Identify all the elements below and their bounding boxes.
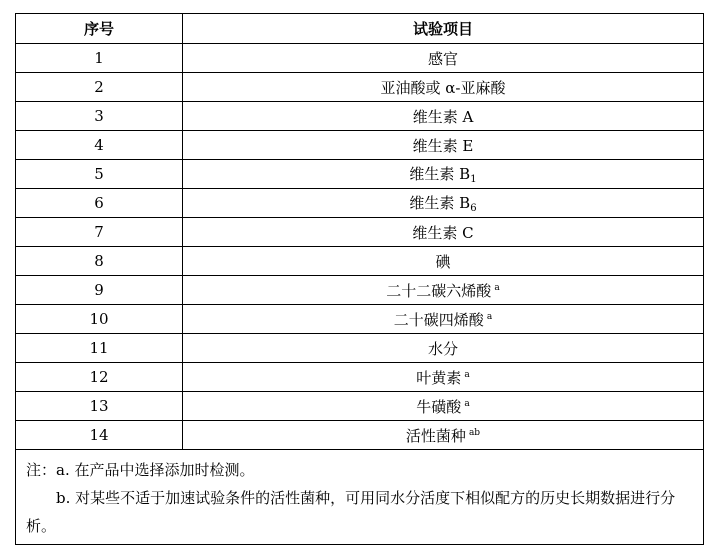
row-serial-number: 3 [16,102,183,131]
test-item-name: 维生素 E [412,136,474,155]
row-serial-number: 9 [16,276,183,305]
row-serial-number: 11 [16,334,183,363]
footnote-marker: a [486,311,493,322]
header-test-item: 试验项目 [183,14,704,44]
row-serial-number: 10 [16,305,183,334]
row-serial-number: 6 [16,189,183,218]
footnote-marker: a [494,282,500,293]
row-test-item [183,131,704,160]
table-row [16,131,704,160]
row-test-item [183,102,704,131]
row-test-item [183,363,704,392]
footnote-marker: a [464,369,470,380]
table-row [16,247,704,276]
test-item-name: 活性菌种 [405,426,466,445]
table-row [16,102,704,131]
row-serial-number: 13 [16,392,183,421]
subscript: 6 [470,203,477,214]
table-row [16,305,704,334]
row-test-item [183,334,704,363]
row-test-item [183,392,704,421]
table-row [16,218,704,247]
table-row [16,276,704,305]
row-test-item [183,421,704,450]
table-row [16,189,704,218]
test-item-name: 碘 [435,252,451,271]
table-row [16,44,704,73]
notes-cell [16,450,704,545]
header-serial-number: 序号 [16,14,183,44]
table-row [16,421,704,450]
row-test-item [183,276,704,305]
test-item-name: 维生素 B [409,165,471,183]
note-a: 注：a. 在产品中选择添加时检测。 [26,461,255,479]
test-item-name: 牛磺酸 [416,397,462,416]
test-item-name: 水分 [427,339,458,358]
row-test-item [183,305,704,334]
test-item-name: 二十二碳六烯酸 [386,281,492,300]
test-item-name: 感官 [427,49,458,68]
table-row [16,160,704,189]
row-test-item [183,73,704,102]
test-item-name: 维生素 A [412,107,474,126]
table-row [16,334,704,363]
table-header-row [16,14,704,44]
table-row [16,73,704,102]
row-test-item [183,160,704,189]
row-test-item [183,247,704,276]
table-row [16,392,704,421]
test-item-name: 亚油酸或 α-亚麻酸 [380,78,506,97]
row-serial-number: 1 [16,44,183,73]
footnote-marker: ab [468,427,481,438]
row-test-item [183,44,704,73]
row-serial-number: 2 [16,73,183,102]
footnote-marker: a [464,398,470,409]
test-item-name: 维生素 C [412,223,474,242]
note-b: b. 对某些不适于加速试验条件的活性菌种，可用同水分活度下相似配方的历史长期数据进行分析。 [26,489,676,535]
test-item-name: 叶黄素 [416,368,462,387]
row-serial-number: 7 [16,218,183,247]
row-serial-number: 14 [16,421,183,450]
notes-row [16,450,704,545]
test-item-name: 维生素 B [409,194,471,212]
subscript: 1 [470,174,477,185]
test-item-name: 二十碳四烯酸 [393,310,484,329]
row-test-item [183,218,704,247]
test-items-table [15,13,704,545]
row-serial-number: 12 [16,363,183,392]
row-serial-number: 4 [16,131,183,160]
row-serial-number: 8 [16,247,183,276]
table-row [16,363,704,392]
row-serial-number: 5 [16,160,183,189]
row-test-item [183,189,704,218]
